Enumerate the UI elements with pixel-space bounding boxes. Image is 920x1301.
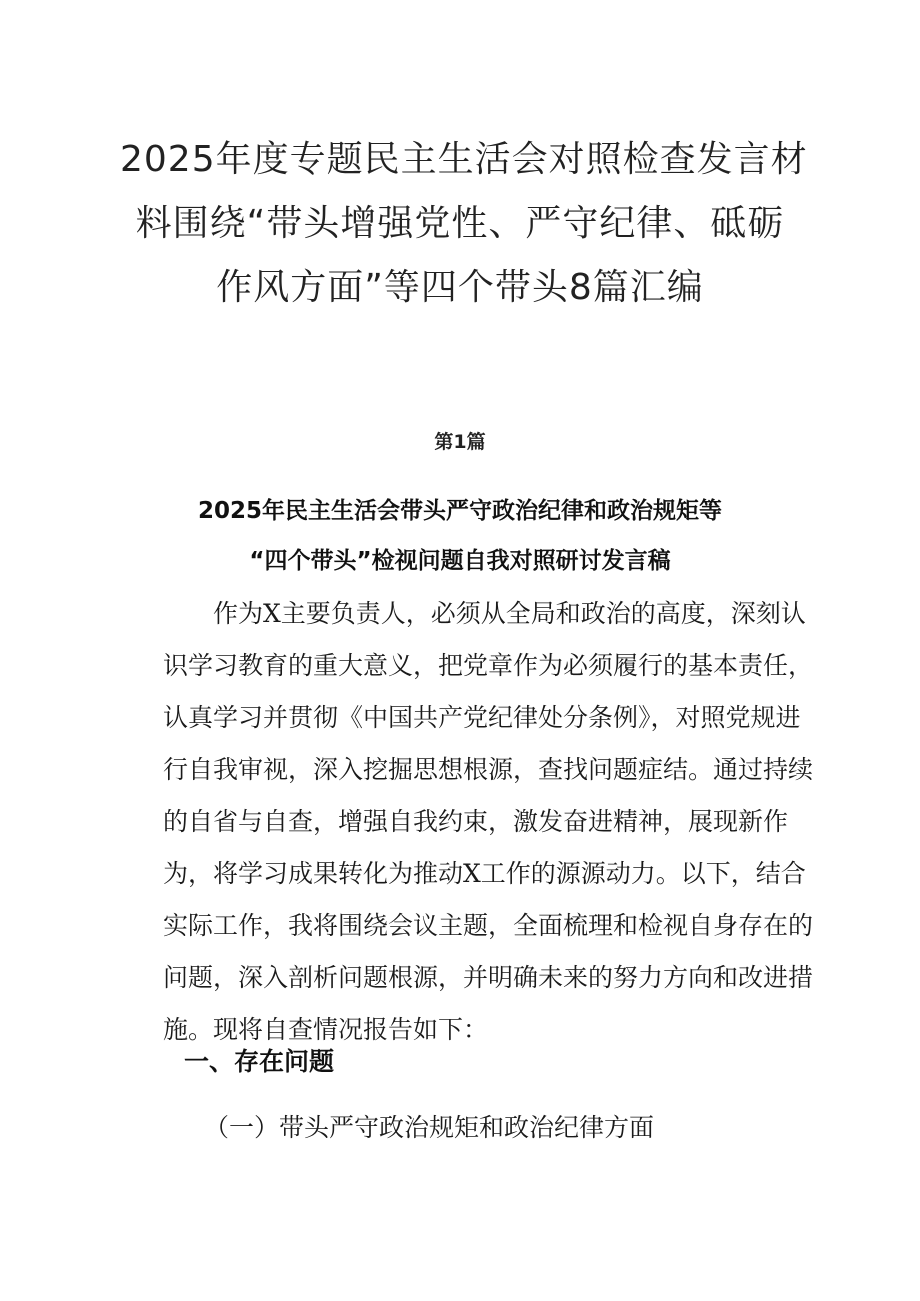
section-heading: 一、存在问题 xyxy=(184,1047,335,1076)
subtitle-line-1: 2025年民主生活会带头严守政治纪律和政治规矩等 xyxy=(197,498,722,524)
body-line: 的自省与自查，增强自我约束，激发奋进精神，展现新作 xyxy=(163,807,789,836)
body-line: 行自我审视，深入挖掘思想根源，查找问题症结。通过持续 xyxy=(163,755,814,784)
article-subtitle xyxy=(130,486,790,586)
subtitle-line-2: “四个带头”检视问题自我对照研讨发言稿 xyxy=(249,548,671,574)
subsection-heading: （一）带头严守政治规矩和政治纪律方面 xyxy=(204,1113,655,1142)
body-line: 识学习教育的重大意义，把党章作为必须履行的基本责任， xyxy=(163,651,814,680)
body-line: 问题，深入剖析问题根源，并明确未来的努力方向和改进措 xyxy=(163,963,814,992)
body-line: 为，将学习成果转化为推动X工作的源源动力。以下，结合 xyxy=(163,859,806,888)
document-title xyxy=(120,128,808,320)
title-line-3: 作风方面”等四个带头8篇汇编 xyxy=(216,267,704,308)
body-line: 施。现将自查情况报告如下： xyxy=(163,1015,489,1044)
title-line-1: 2025年度专题民主生活会对照检查发言材 xyxy=(120,139,808,180)
section-label: 第1篇 xyxy=(434,431,486,453)
body-line: 作为X主要负责人，必须从全局和政治的高度，深刻认 xyxy=(213,599,806,628)
body-line: 实际工作，我将围绕会议主题，全面梳理和检视自身存在的 xyxy=(163,911,814,940)
body-paragraph xyxy=(163,588,814,1056)
title-line-2: 料围绕“带头增强党性、严守纪律、砥砺 xyxy=(135,203,785,244)
body-line: 认真学习并贯彻《中国共产党纪律处分条例》，对照党规进 xyxy=(163,703,801,732)
